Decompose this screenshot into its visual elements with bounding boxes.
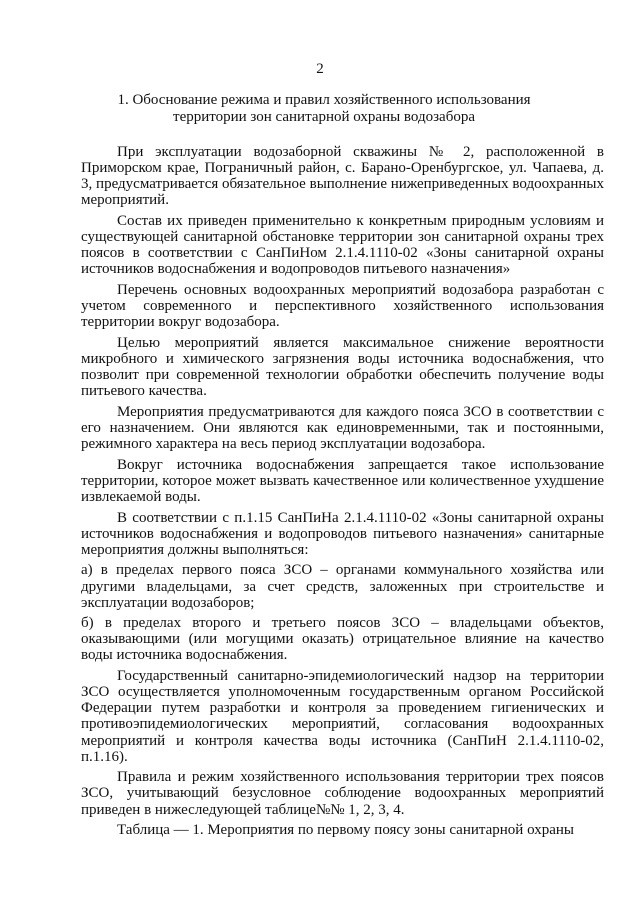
paragraph-rules: Правила и режим хозяйственного использования территории трех поясов ЗСО, учитывающий безусловное соблюдение водоохранных мероприятий приведен в нижеследующей таблице№№ 1, 2, 3, 4. xyxy=(81,769,604,818)
document-body xyxy=(81,144,604,843)
paragraph-sanpin-reference: В соответствии с п.1.15 СанПиНа 2.1.4.1110-02 «Зоны санитарной охраны источников водоснабжения и водопроводов питьевого назначения» санитарные мероприятия должны выполняться: xyxy=(81,509,604,558)
paragraph-goal: Целью мероприятий является максимальное снижение вероятности микробного и химического загрязнения воды источника водоснабжения, что позволит при современной технологии обработки обеспечить получение воды питьевого качества. xyxy=(81,334,604,400)
table-caption: Таблица — 1. Мероприятия по первому поясу зоны санитарной охраны xyxy=(117,822,574,839)
section-title-line-1: 1. Обоснование режима и правил хозяйственного использования xyxy=(117,92,531,108)
paragraph-intro: При эксплуатации водозаборной скважины № 2, расположенной в Приморском крае, Пограничный район, с. Барано-Оренбургское, ул. Чапаева, д. 3, предусматривается обязательное выполнение нижеприведенных водоохранных мероприятий. xyxy=(81,144,604,209)
section-title-line-2: территории зон санитарной охраны водозабора xyxy=(173,109,475,125)
paragraph-supervision: Государственный санитарно-эпидемиологический надзор на территории ЗСО осуществляется уполномоченным государственным органом Российской Федерации путем разработки и контроля за проведением гигиенических и противоэпидемиологических мероприятий, согласования водоохранных мероприятий и контроля качества воды источника (СанПиН 2.1.4.1110-02, п.1.16). xyxy=(81,668,604,765)
paragraph-composition: Состав их приведен применительно к конкретным природным условиям и существующей санитарной обстановке территории зон санитарной охраны трех поясов в соответствии с СанПиНом 2.1.4.1110-02 «Зоны санитарной охраны источников водоснабжения и водопроводов питьевого назначения» xyxy=(81,212,604,278)
list-item-b: б) в пределах второго и третьего поясов ЗСО – владельцами объектов, оказывающими (или могущими оказать) отрицательное влияние на качество воды источника водоснабжения. xyxy=(81,615,604,664)
list-item-a: а) в пределах первого пояса ЗСО – органами коммунального хозяйства или другими владельцами, за счет средств, заложенных при строительстве и эксплуатации водозаборов; xyxy=(81,562,604,611)
paragraph-zones: Мероприятия предусматриваются для каждого пояса ЗСО в соответствии с его назначением. Они являются как единовременными, так и постоянными, режимного характера на весь период эксплуатации водозабора. xyxy=(81,403,604,452)
section-title xyxy=(96,92,552,126)
paragraph-measures-list: Перечень основных водоохранных мероприятий водозабора разработан с учетом современного и перспективного хозяйственного использования территории вокруг водозабора. xyxy=(81,281,604,331)
page-number: 2 xyxy=(316,61,324,77)
paragraph-prohibition: Вокруг источника водоснабжения запрещается такое использование территории, которое может вызвать качественное или количественное ухудшение извлекаемой воды. xyxy=(81,456,604,505)
